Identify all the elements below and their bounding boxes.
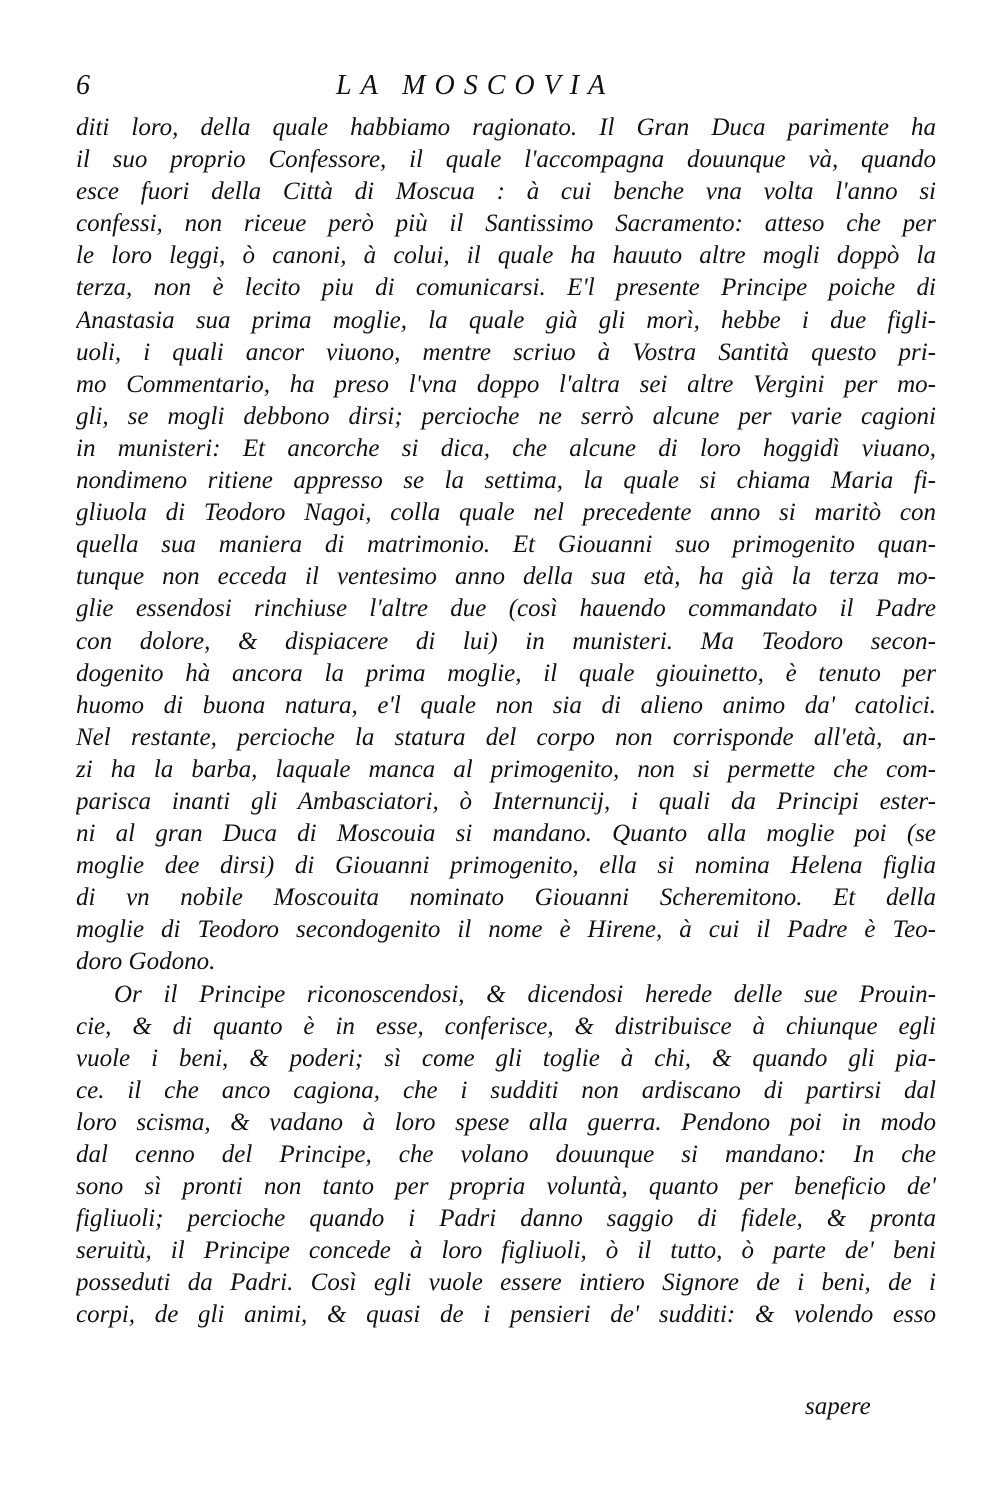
text-line: dal cenno del Principe, che volano douunque si mandano: In che [76, 1141, 936, 1168]
catchword: sapere [805, 1393, 871, 1420]
text-line: di vn nobile Moscouita nominato Giouanni Scheremitono. Et della [76, 884, 936, 912]
text-line: il suo proprio Confessore, il quale l'accompagna douunque và, quando [76, 146, 936, 174]
text-line: Or il Principe riconoscendosi, & dicendosi herede delle sue Prouin- [114, 980, 936, 1008]
body-text [76, 112, 936, 1332]
text-line: gliuola di Teodoro Nagoi, colla quale nel precedente anno si maritò con [76, 499, 936, 527]
text-line: mo Commentario, ha preso l'vna doppo l'altra sei altre Vergini per mo- [76, 370, 936, 398]
text-line: posseduti da Padri. Così egli vuole essere intiero Signore de i beni, de i [76, 1269, 936, 1297]
text-line: corpi, de gli animi, & quasi de i pensieri de' sudditi: & volendo esso [76, 1301, 936, 1329]
text-line: sono sì pronti non tanto per propria voluntà, quanto per beneficio de' [76, 1173, 936, 1201]
text-line: gli, se mogli debbono dirsi; percioche ne serrò alcune per varie cagioni [76, 402, 936, 430]
text-line: confessi, non riceue però più il Santissimo Sacramento: atteso che per [76, 210, 936, 238]
text-line: vuole i beni, & poderi; sì come gli toglie à chi, & quando gli pia- [76, 1044, 936, 1072]
text-line: figliuoli; percioche quando i Padri danno saggio di fidele, & pronta [76, 1205, 936, 1233]
text-line: glie essendosi rinchiuse l'altre due (così hauendo commandato il Padre [76, 595, 936, 623]
text-line: ni al gran Duca di Moscouia si mandano. Quanto alla moglie poi (se [76, 820, 936, 848]
text-line: terza, non è lecito piu di comunicarsi. E'l presente Principe poiche di [76, 274, 936, 302]
text-line: seruitù, il Principe concede à loro figliuoli, ò il tutto, ò parte de' beni [76, 1237, 936, 1265]
text-line: doro Godono. [76, 948, 216, 976]
text-line: con dolore, & dispiacere di lui) in munisteri. Ma Teodoro secon- [76, 627, 936, 655]
text-line: moglie dee dirsi) di Giouanni primogenito, ella si nomina Helena figlia [76, 852, 936, 880]
text-line: cie, & di quanto è in esse, conferisce, & distribuisce à chiunque egli [76, 1012, 936, 1040]
running-head [76, 70, 936, 110]
text-line: dogenito hà ancora la prima moglie, il quale giouinetto, è tenuto per [76, 659, 936, 687]
text-line: esce fuori della Città di Moscua : à cui benche vna volta l'anno si [76, 178, 936, 206]
text-line: quella sua maniera di matrimonio. Et Giouanni suo primogenito quan- [76, 531, 936, 559]
text-line: loro scisma, & vadano à loro spese alla guerra. Pendono poi in modo [76, 1108, 936, 1136]
text-line: le loro leggi, ò canoni, à colui, il quale ha hauuto altre mogli doppò la [76, 242, 936, 270]
text-line: tunque non ecceda il ventesimo anno della sua età, ha già la terza mo- [76, 563, 936, 591]
text-line: in munisteri: Et ancorche si dica, che alcune di loro hoggidì viuano, [76, 434, 936, 462]
page-number: 6 [76, 70, 90, 101]
text-line: diti loro, della quale habbiamo ragionato. Il Gran Duca parimente ha [76, 114, 936, 141]
paragraph [76, 979, 936, 1332]
text-line: Nel restante, percioche la statura del corpo non corrisponde all'età, an- [76, 723, 936, 751]
text-line: ce. il che anco cagiona, che i sudditi non ardiscano di partirsi dal [76, 1076, 936, 1104]
text-line: nondimeno ritiene appresso se la settima, la quale si chiama Maria fi- [76, 467, 936, 495]
text-line: moglie di Teodoro secondogenito il nome è Hirene, à cui il Padre è Teo- [76, 916, 936, 944]
text-line: uoli, i quali ancor viuono, mentre scriuo à Vostra Santità questo pri- [76, 338, 936, 366]
text-line: huomo di buona natura, e'l quale non sia di alieno animo da' catolici. [76, 691, 936, 719]
running-title: LA MOSCOVIA [336, 70, 615, 101]
text-line: parisca inanti gli Ambasciatori, ò Internuncij, i quali da Principi ester- [76, 787, 936, 815]
paragraph [76, 112, 936, 979]
text-line: zi ha la barba, laquale manca al primogenito, non si permette che com- [76, 755, 936, 783]
text-line: Anastasia sua prima moglie, la quale già gli morì, hebbe i due figli- [76, 306, 936, 334]
